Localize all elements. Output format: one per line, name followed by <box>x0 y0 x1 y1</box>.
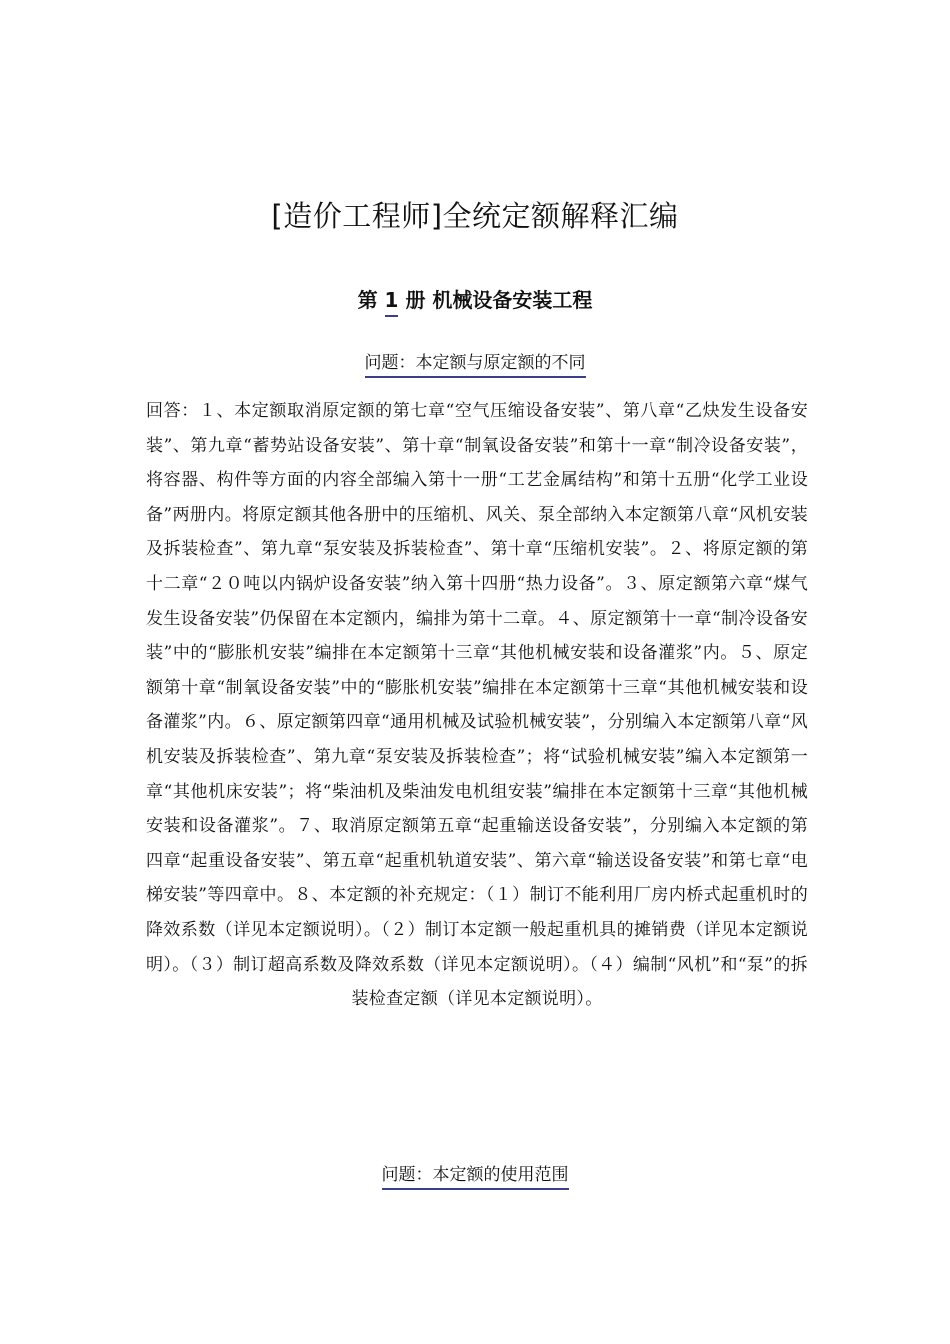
question-heading <box>0 348 950 373</box>
document-title: [造价工程师]全统定额解释汇编 <box>271 199 679 233</box>
question-text: 问题：本定额的使用范围 <box>382 1165 569 1190</box>
chapter-number: 1 <box>385 288 399 317</box>
chapter-prefix: 第 <box>357 288 378 312</box>
answer-paragraph: 回答：１、本定额取消原定额的第七章“空气压缩设备安装”、第八章“乙炔发生设备安装”、第九章“蓄势站设备安装”、第十章“制氧设备安装”和第十一章“制冷设备安装”，将容器、构件等方面的内容全部编入第十一册“工艺金属结构”和第十五册“化学工业设备”两册内。将原定额其他各册中的压缩机、风关、泵全部纳入本定额第八章“风机安装及拆装检查”、第九章“泵安装及拆装检查”、第十章“压缩机安装”。２、将原定额的第十二章“２０吨以内锅炉设备安装”纳入第十四册“热力设备”。３、原定额第六章“煤气发生设备安装”仍保留在本定额内，编排为第十二章。４、原定额第十一章“制冷设备安装”中的“膨胀机安装”编排在本定额第十三章“其他机械安装和设备灌浆”内。５、原定额第十章“制氧设备安装”中的“膨胀机安装”编排在本定额第十三章“其他机械安装和设备灌浆”内。６、原定额第四章“通用机械及试验机械安装”，分别编入本定额第八章“风机安装及拆装检查”、第九章“泵安装及拆装检查”；将“试验机械安装”编入本定额第一章“其他机床安装”；将“柴油机及柴油发电机组安装”编排在本定额第十三章“其他机械安装和设备灌浆”。７、取消原定额第五章“起重输送设备安装”，分别编入本定额的第四章“起重设备安装”、第五章“起重机轨道安装”、第六章“输送设备安装”和第七章“电梯安装”等四章中。８、本定额的补充规定：（１）制订不能利用厂房内桥式起重机时的降效系数（详见本定额说明）。（２）制订本定额一般起重机具的摊销费（详见本定额说明）。（３）制订超高系数及降效系数（详见本定额说明）。（４）编制“风机”和“泵”的拆装检查定额（详见本定额说明）。 <box>146 401 808 1010</box>
chapter-title: 册 机械设备安装工程 <box>405 288 593 312</box>
question-text: 问题：本定额与原定额的不同 <box>365 353 586 378</box>
question-heading <box>0 1160 950 1185</box>
chapter-heading <box>0 284 950 313</box>
